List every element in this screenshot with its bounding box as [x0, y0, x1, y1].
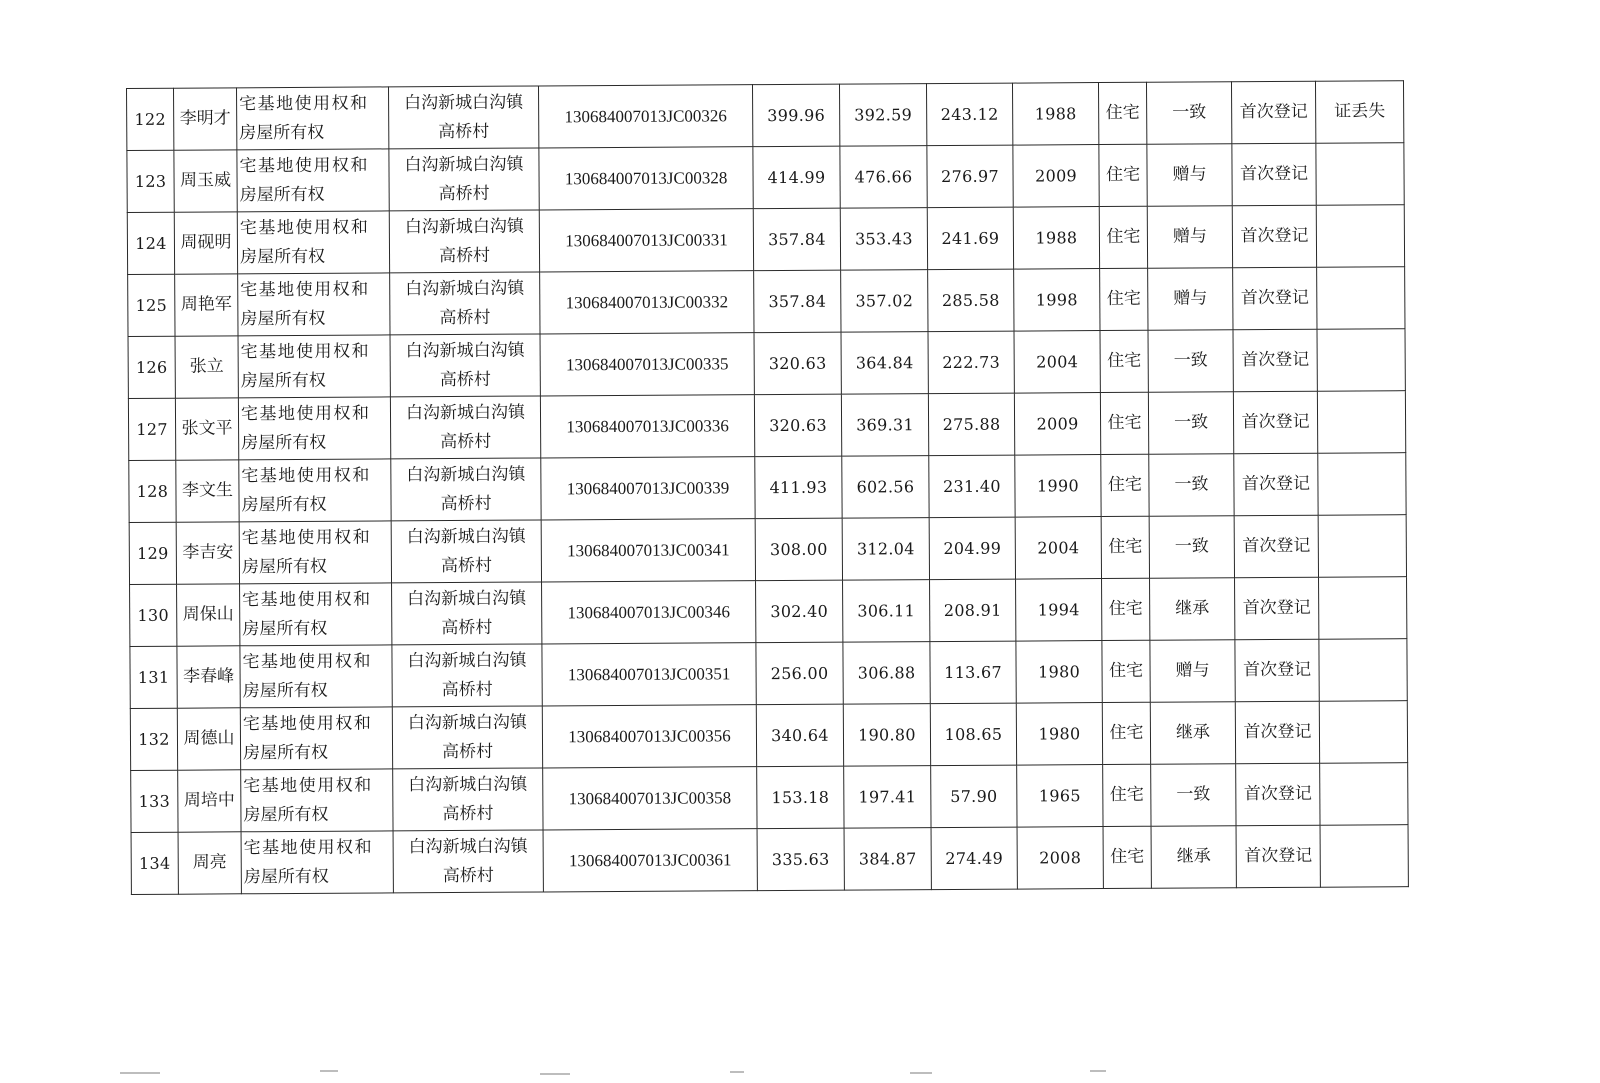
parcel-code-cell: 130684007013JC00346: [542, 581, 756, 644]
right-type-cell: [240, 707, 392, 770]
build-year-cell: 2009: [1014, 393, 1100, 456]
location-cell: [389, 148, 539, 211]
location-cell: [393, 768, 543, 831]
ownership-status-cell: 一致: [1148, 330, 1233, 393]
location-line-2: 高桥村: [439, 369, 491, 390]
table-body: [127, 81, 1409, 895]
land-area-cell: 357.84: [754, 270, 841, 333]
right-type-line-1: 宅基地使用权和: [242, 589, 372, 610]
registration-type-cell: 首次登记: [1232, 143, 1316, 206]
location-cell: [392, 706, 542, 769]
registration-type-cell: 首次登记: [1236, 763, 1320, 826]
right-type-line-2: 房屋所有权: [242, 618, 328, 639]
parcel-code-cell: 130684007013JC00361: [543, 829, 757, 892]
right-type-cell: [237, 149, 389, 212]
registration-type-cell: 首次登记: [1235, 701, 1319, 764]
right-type-line-1: 宅基地使用权和: [240, 279, 370, 300]
building-area-cell: 312.04: [842, 518, 929, 581]
build-year-cell: 2008: [1017, 827, 1103, 890]
right-type-line-2: 房屋所有权: [241, 494, 327, 515]
footprint-area-cell: 274.49: [931, 827, 1017, 890]
build-year-cell: 1994: [1016, 579, 1102, 642]
registration-type-cell: 首次登记: [1236, 825, 1320, 888]
remarks-cell: [1320, 763, 1408, 826]
location-line-2: 高桥村: [441, 679, 493, 700]
row-number-cell: 130: [130, 584, 177, 646]
building-area-cell: 384.87: [844, 828, 931, 891]
ownership-status-cell: 一致: [1151, 764, 1236, 827]
ownership-status-cell: 一致: [1148, 392, 1233, 455]
footprint-area-cell: 243.12: [926, 83, 1012, 146]
land-use-cell: 住宅: [1099, 144, 1147, 206]
build-year-cell: 2009: [1013, 145, 1099, 208]
owner-name-cell: 周玉威: [174, 150, 237, 212]
right-type-line-2: 房屋所有权: [239, 122, 325, 143]
right-type-line-1: 宅基地使用权和: [239, 155, 370, 176]
build-year-cell: 1980: [1016, 703, 1102, 766]
owner-name-cell: 李吉安: [176, 522, 239, 584]
location-line-2: 高桥村: [441, 741, 494, 762]
table-row: [131, 825, 1408, 895]
registration-type-cell: 首次登记: [1231, 81, 1315, 144]
table-row: [129, 515, 1406, 585]
right-type-cell: [238, 273, 390, 336]
location-line-1: 白沟新城白沟镇: [405, 278, 525, 299]
land-area-cell: 320.63: [754, 394, 841, 457]
build-year-cell: 1988: [1013, 207, 1099, 270]
land-area-cell: 357.84: [753, 208, 840, 271]
owner-name-cell: 周保山: [177, 584, 240, 646]
location-line-1: 白沟新城白沟镇: [406, 464, 526, 485]
owner-name-cell: 周砚明: [174, 212, 237, 274]
location-line-1: 白沟新城白沟镇: [408, 774, 528, 795]
ownership-status-cell: 赠与: [1150, 640, 1235, 703]
registration-type-cell: 首次登记: [1233, 267, 1317, 330]
land-area-cell: 399.96: [752, 84, 839, 147]
remarks-cell: [1317, 267, 1405, 330]
ownership-status-cell: 继承: [1151, 826, 1236, 889]
land-use-cell: 住宅: [1102, 578, 1150, 640]
land-use-cell: 住宅: [1099, 206, 1147, 268]
location-line-1: 白沟新城白沟镇: [404, 92, 524, 113]
row-number-cell: 132: [130, 708, 177, 770]
table-row: [128, 267, 1405, 337]
location-cell: [390, 334, 540, 397]
row-number-cell: 133: [131, 770, 178, 832]
right-type-line-1: 宅基地使用权和: [243, 837, 374, 858]
right-type-line-2: 房屋所有权: [243, 804, 329, 825]
land-use-cell: 住宅: [1100, 330, 1148, 392]
land-area-cell: 414.99: [753, 146, 840, 209]
remarks-cell: [1318, 453, 1406, 516]
right-type-cell: [238, 397, 390, 460]
remarks-cell: 证丢失: [1315, 81, 1403, 144]
land-use-cell: 住宅: [1103, 764, 1151, 826]
build-year-cell: 2004: [1015, 517, 1101, 580]
building-area-cell: 602.56: [842, 456, 929, 519]
right-type-cell: [241, 831, 393, 894]
location-line-1: 白沟新城白沟镇: [404, 154, 524, 175]
remarks-cell: [1317, 329, 1405, 392]
build-year-cell: 1990: [1015, 455, 1101, 518]
right-type-line-1: 宅基地使用权和: [242, 651, 373, 672]
location-line-2: 高桥村: [438, 245, 491, 266]
registration-type-cell: 首次登记: [1233, 391, 1317, 454]
remarks-cell: [1320, 825, 1408, 888]
right-type-cell: [238, 335, 390, 398]
parcel-code-cell: 130684007013JC00335: [540, 333, 754, 396]
ownership-status-cell: 继承: [1150, 702, 1235, 765]
remarks-cell: [1316, 205, 1404, 268]
footprint-area-cell: 285.58: [928, 269, 1014, 332]
remarks-cell: [1319, 577, 1407, 640]
right-type-cell: [241, 769, 393, 832]
location-line-2: 高桥村: [440, 555, 492, 576]
location-line-2: 高桥村: [440, 431, 492, 452]
parcel-code-cell: 130684007013JC00358: [543, 767, 757, 830]
build-year-cell: 1988: [1012, 83, 1098, 146]
location-line-2: 高桥村: [438, 121, 490, 142]
land-area-cell: 256.00: [756, 642, 843, 705]
location-line-2: 高桥村: [441, 617, 493, 638]
location-cell: [392, 582, 542, 645]
right-type-line-2: 房屋所有权: [243, 742, 329, 763]
right-type-line-1: 宅基地使用权和: [241, 527, 372, 548]
row-number-cell: 124: [127, 212, 174, 274]
land-area-cell: 335.63: [757, 828, 844, 891]
row-number-cell: 134: [131, 832, 178, 894]
right-type-line-2: 房屋所有权: [239, 184, 325, 205]
right-type-line-1: 宅基地使用权和: [240, 403, 371, 424]
right-type-line-1: 宅基地使用权和: [241, 465, 371, 486]
parcel-code-cell: 130684007013JC00326: [538, 85, 752, 148]
land-area-cell: 153.18: [757, 766, 844, 829]
parcel-code-cell: 130684007013JC00351: [542, 643, 756, 706]
right-type-cell: [239, 459, 391, 522]
location-line-2: 高桥村: [442, 803, 494, 824]
right-type-cell: [240, 583, 392, 646]
parcel-code-cell: 130684007013JC00328: [539, 147, 753, 210]
land-use-cell: 住宅: [1098, 82, 1146, 144]
location-line-1: 白沟新城白沟镇: [404, 216, 524, 237]
remarks-cell: [1319, 701, 1407, 764]
right-type-line-1: 宅基地使用权和: [239, 93, 369, 114]
land-use-cell: 住宅: [1100, 268, 1148, 330]
row-number-cell: 126: [128, 336, 175, 398]
owner-name-cell: 周亮: [178, 832, 241, 894]
table-row: [131, 763, 1408, 833]
location-line-2: 高桥村: [440, 493, 492, 514]
owner-name-cell: 张文平: [175, 398, 238, 460]
footprint-area-cell: 113.67: [930, 641, 1016, 704]
location-cell: [389, 210, 539, 273]
location-cell: [391, 458, 541, 521]
right-type-line-1: 宅基地使用权和: [240, 341, 371, 362]
building-area-cell: 364.84: [841, 332, 928, 395]
table-row: [127, 81, 1404, 151]
building-area-cell: 353.43: [840, 208, 927, 271]
location-line-2: 高桥村: [438, 183, 490, 204]
land-use-cell: 住宅: [1101, 454, 1149, 516]
parcel-code-cell: 130684007013JC00356: [542, 705, 756, 768]
location-cell: [388, 86, 538, 149]
footprint-area-cell: 57.90: [931, 765, 1017, 828]
location-cell: [392, 644, 542, 707]
building-area-cell: 357.02: [841, 270, 928, 333]
remarks-cell: [1318, 515, 1406, 578]
land-area-cell: 302.40: [756, 580, 843, 643]
right-type-cell: [237, 211, 389, 274]
building-area-cell: 190.80: [843, 704, 930, 767]
table-row: [130, 701, 1407, 771]
parcel-code-cell: 130684007013JC00339: [541, 457, 755, 520]
right-type-line-2: 房屋所有权: [241, 432, 327, 453]
row-number-cell: 123: [127, 150, 174, 212]
location-line-1: 白沟新城白沟镇: [408, 836, 528, 857]
ownership-status-cell: 一致: [1146, 82, 1231, 145]
owner-name-cell: 周艳军: [175, 274, 238, 336]
location-line-1: 白沟新城白沟镇: [407, 650, 527, 671]
right-type-line-1: 宅基地使用权和: [243, 775, 373, 796]
footprint-area-cell: 108.65: [930, 703, 1016, 766]
right-type-line-2: 房屋所有权: [241, 556, 327, 577]
registration-type-cell: 首次登记: [1234, 453, 1318, 516]
ownership-status-cell: 赠与: [1147, 144, 1232, 207]
build-year-cell: 1980: [1016, 641, 1102, 704]
right-type-line-1: 宅基地使用权和: [239, 217, 370, 238]
footprint-area-cell: 241.69: [927, 207, 1013, 270]
land-use-cell: 住宅: [1101, 516, 1149, 578]
registration-type-cell: 首次登记: [1235, 639, 1319, 702]
building-area-cell: 476.66: [840, 146, 927, 209]
right-type-line-2: 房屋所有权: [240, 308, 326, 329]
parcel-code-cell: 130684007013JC00336: [540, 395, 754, 458]
right-type-line-2: 房屋所有权: [243, 866, 329, 887]
location-line-1: 白沟新城白沟镇: [407, 588, 527, 609]
location-cell: [390, 272, 540, 335]
location-line-1: 白沟新城白沟镇: [406, 526, 526, 547]
remarks-cell: [1317, 391, 1405, 454]
table-row: [127, 143, 1404, 213]
building-area-cell: 369.31: [841, 394, 928, 457]
land-use-cell: 住宅: [1103, 826, 1151, 888]
owner-name-cell: 周德山: [177, 708, 240, 770]
right-type-line-2: 房屋所有权: [239, 246, 326, 267]
owner-name-cell: 周培中: [178, 770, 241, 832]
footprint-area-cell: 204.99: [929, 517, 1015, 580]
registration-type-cell: 首次登记: [1232, 205, 1316, 268]
row-number-cell: 129: [129, 522, 176, 584]
right-type-cell: [239, 521, 391, 584]
registration-type-cell: 首次登记: [1233, 329, 1317, 392]
row-number-cell: 125: [128, 274, 175, 336]
build-year-cell: 1965: [1017, 765, 1103, 828]
row-number-cell: 128: [129, 460, 176, 522]
right-type-cell: [237, 87, 389, 150]
ownership-status-cell: 赠与: [1147, 206, 1232, 269]
owner-name-cell: 张立: [175, 336, 238, 398]
footprint-area-cell: 208.91: [930, 579, 1016, 642]
location-line-1: 白沟新城白沟镇: [407, 712, 527, 733]
right-type-line-1: 宅基地使用权和: [242, 713, 373, 734]
build-year-cell: 1998: [1014, 269, 1100, 332]
land-area-cell: 308.00: [755, 518, 842, 581]
row-number-cell: 127: [128, 398, 175, 460]
building-area-cell: 392.59: [839, 84, 926, 147]
owner-name-cell: 李文生: [176, 460, 239, 522]
land-use-cell: 住宅: [1102, 640, 1150, 702]
building-area-cell: 197.41: [844, 766, 931, 829]
land-area-cell: 320.63: [754, 332, 841, 395]
parcel-code-cell: 130684007013JC00332: [540, 271, 754, 334]
ownership-status-cell: 一致: [1149, 516, 1234, 579]
parcel-code-cell: 130684007013JC00341: [541, 519, 755, 582]
build-year-cell: 2004: [1014, 331, 1100, 394]
owner-name-cell: 李明才: [174, 88, 237, 150]
row-number-cell: 122: [127, 88, 174, 150]
land-use-cell: 住宅: [1102, 702, 1150, 764]
footprint-area-cell: 275.88: [928, 393, 1014, 456]
location-line-2: 高桥村: [439, 307, 491, 328]
building-area-cell: 306.88: [843, 642, 930, 705]
owner-name-cell: 李春峰: [177, 646, 240, 708]
right-type-cell: [240, 645, 392, 708]
table-row: [130, 577, 1407, 647]
ownership-status-cell: 继承: [1150, 578, 1235, 641]
land-area-cell: 411.93: [755, 456, 842, 519]
scan-edge-artifacts: [0, 1064, 1600, 1083]
footprint-area-cell: 276.97: [927, 145, 1013, 208]
ownership-status-cell: 赠与: [1148, 268, 1233, 331]
footprint-area-cell: 222.73: [928, 331, 1014, 394]
location-cell: [393, 830, 543, 893]
location-line-2: 高桥村: [442, 865, 494, 886]
land-area-cell: 340.64: [756, 704, 843, 767]
location-cell: [390, 396, 540, 459]
right-type-line-2: 房屋所有权: [242, 680, 328, 701]
building-area-cell: 306.11: [843, 580, 930, 643]
footprint-area-cell: 231.40: [929, 455, 1015, 518]
table-row: [129, 453, 1406, 523]
location-line-1: 白沟新城白沟镇: [405, 402, 526, 423]
right-type-line-2: 房屋所有权: [240, 370, 326, 391]
table-row: [130, 639, 1407, 709]
table-row: [128, 329, 1405, 399]
table-row: [127, 205, 1404, 275]
table-row: [128, 391, 1405, 461]
location-line-1: 白沟新城白沟镇: [405, 340, 525, 361]
parcel-code-cell: 130684007013JC00331: [539, 209, 753, 272]
registration-type-cell: 首次登记: [1234, 515, 1318, 578]
registration-table: [126, 80, 1409, 895]
row-number-cell: 131: [130, 646, 177, 708]
remarks-cell: [1316, 143, 1404, 206]
land-use-cell: 住宅: [1100, 392, 1148, 454]
location-cell: [391, 520, 541, 583]
ownership-status-cell: 一致: [1149, 454, 1234, 517]
remarks-cell: [1319, 639, 1407, 702]
registration-type-cell: 首次登记: [1235, 577, 1319, 640]
